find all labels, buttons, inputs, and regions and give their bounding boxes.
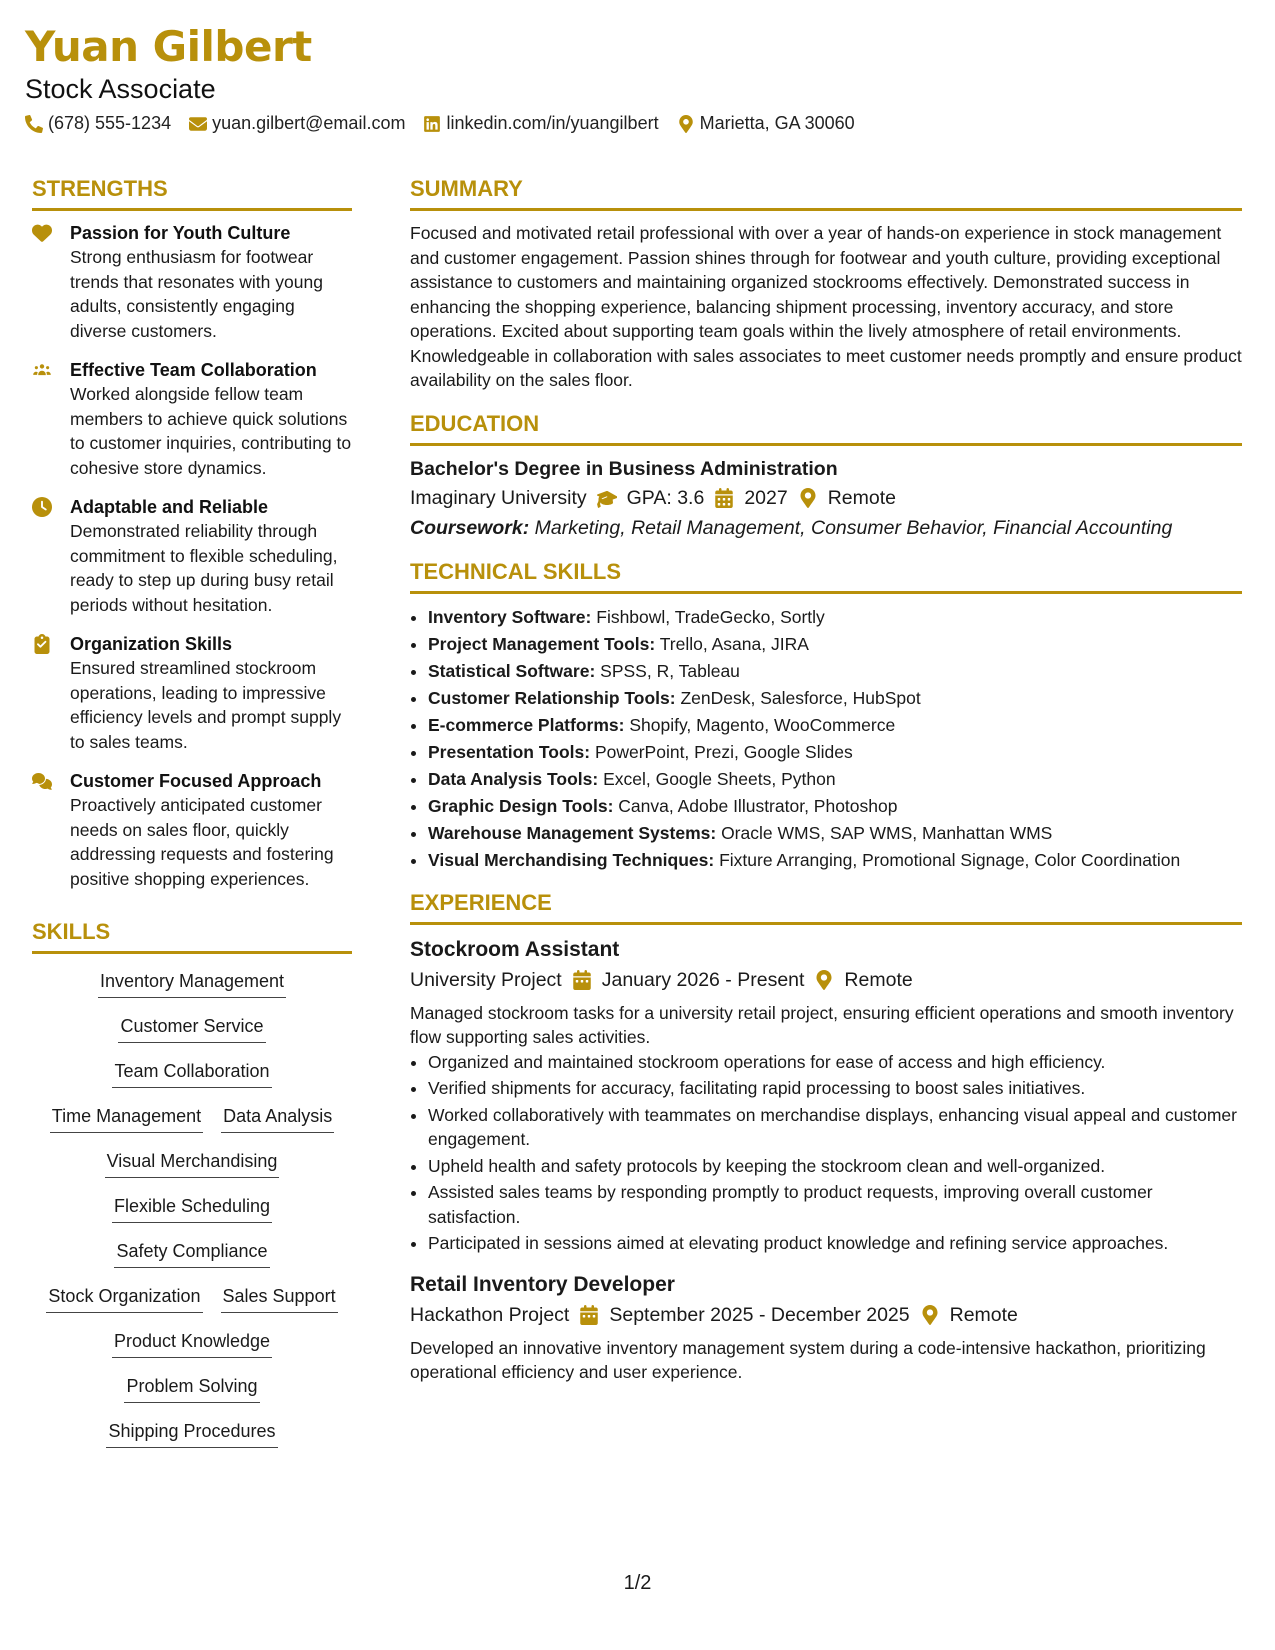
education-meta — [410, 483, 1242, 513]
contact-bar — [25, 113, 855, 134]
education-heading: EDUCATION — [410, 411, 1242, 446]
experience-heading: EXPERIENCE — [410, 890, 1242, 925]
strength-item — [32, 221, 352, 343]
list-item: • Verified shipments for accuracy, facilitating rapid processing to boost sales initiatives. — [428, 1076, 1242, 1101]
list-item: • Project Management Tools: Trello, Asana, JIRA — [428, 631, 1242, 658]
skill-tag: Sales Support — [221, 1285, 338, 1313]
summary-heading: SUMMARY — [410, 176, 1242, 211]
list-item: • E-commerce Platforms: Shopify, Magento, WooCommerce — [428, 712, 1242, 739]
list-item: • Statistical Software: SPSS, R, Tableau — [428, 658, 1242, 685]
linkedin-text: linkedin.com/in/yuangilbert — [446, 113, 659, 133]
list-item: • Worked collaboratively with teammates on merchandise displays, enhancing visual appeal and customer engagement. — [428, 1103, 1242, 1152]
skill-tag: Problem Solving — [124, 1375, 259, 1403]
skills-heading: SKILLS — [32, 919, 352, 954]
skill-tag: Shipping Procedures — [106, 1420, 277, 1448]
skill-tag: Inventory Management — [98, 970, 286, 998]
job-bullets — [410, 1050, 1242, 1256]
contact-location — [677, 113, 855, 134]
job-location: Remote — [949, 1303, 1018, 1326]
calendar-icon — [572, 970, 592, 990]
skill-tag: Data Analysis — [221, 1105, 334, 1133]
linkedin-icon — [423, 115, 441, 133]
phone-text: (678) 555-1234 — [48, 113, 172, 133]
clipboard-check-icon — [32, 634, 52, 654]
list-item: • Warehouse Management Systems: Oracle WMS, SAP WMS, Manhattan WMS — [428, 820, 1242, 847]
list-item: • Organized and maintained stockroom operations for ease of access and high efficiency. — [428, 1050, 1242, 1075]
job-meta — [410, 1300, 1242, 1330]
strength-desc: Ensured streamlined stockroom operations, leading to impressive efficiency levels and prompt supply to sales teams. — [70, 658, 342, 752]
skill-tag: Flexible Scheduling — [112, 1195, 272, 1223]
strength-item — [32, 632, 352, 754]
list-item: • Visual Merchandising Techniques: Fixture Arranging, Promotional Signage, Color Coordination — [428, 847, 1242, 874]
skill-tag: Visual Merchandising — [105, 1150, 280, 1178]
strength-desc: Proactively anticipated customer needs on sales floor, quickly addressing requests and fostering positive shopping experiences. — [70, 795, 334, 889]
map-pin-icon — [920, 1305, 940, 1325]
job-role: Retail Inventory Developer — [410, 1272, 675, 1296]
strength-title: Passion for Youth Culture — [70, 223, 291, 243]
strength-item — [32, 358, 352, 480]
skill-tag: Team Collaboration — [112, 1060, 271, 1088]
strength-item — [32, 769, 352, 891]
calendar-icon — [714, 488, 734, 508]
heart-icon — [32, 223, 52, 243]
list-item: • Data Analysis Tools: Excel, Google Sheets, Python — [428, 766, 1242, 793]
left-column — [32, 176, 352, 1465]
technical-skills-heading: TECHNICAL SKILLS — [410, 559, 1242, 594]
list-item: • Upheld health and safety protocols by keeping the stockroom clean and well-organized. — [428, 1154, 1242, 1179]
phone-icon — [25, 115, 43, 133]
skill-tag: Time Management — [50, 1105, 203, 1133]
job-entry — [410, 935, 1242, 1256]
job-dates: January 2026 - Present — [601, 968, 805, 991]
strength-desc: Strong enthusiasm for footwear trends that resonates with young adults, consistently engaging diverse customers. — [70, 247, 323, 341]
list-item: • Presentation Tools: PowerPoint, Prezi, Google Slides — [428, 739, 1242, 766]
degree-title: Bachelor's Degree in Business Administration — [410, 457, 838, 480]
coursework-label: Coursework: — [410, 516, 530, 539]
candidate-name: Yuan Gilbert — [25, 22, 312, 71]
strengths-heading: STRENGTHS — [32, 176, 352, 211]
technical-skills-list — [410, 604, 1242, 874]
skill-tag: Stock Organization — [46, 1285, 202, 1313]
job-description: Developed an innovative inventory management system during a code-intensive hackathon, prioritizing operational efficiency and user experience. — [410, 1337, 1206, 1382]
contact-linkedin[interactable] — [423, 113, 658, 134]
list-item: • Graphic Design Tools: Canva, Adobe Illustrator, Photoshop — [428, 793, 1242, 820]
skill-tag: Customer Service — [118, 1015, 265, 1043]
gpa-text: GPA: 3.6 — [626, 486, 705, 509]
summary-text: Focused and motivated retail professional with over a year of hands-on experience in stock management and customer engagement. Passion shines through for footwear and youth culture, providing exceptional assistance to customers and maintaining organized stockrooms effectively. Demonstrated success in enhancing the shopping experience, balancing shipment processing, inventory accuracy, and store operations. Excited about supporting team goals within the lively atmosphere of retail environments. Knowledgeable in collaboration with sales associates to meet customer needs promptly and ensure product availability on the sales floor. — [410, 223, 1242, 390]
envelope-icon — [189, 115, 207, 133]
skill-tag: Product Knowledge — [112, 1330, 272, 1358]
strength-title: Organization Skills — [70, 634, 233, 654]
list-item: • Participated in sessions aimed at elevating product knowledge and refining service approaches. — [428, 1231, 1242, 1256]
map-pin-icon — [677, 115, 695, 133]
location-text: Marietta, GA 30060 — [699, 113, 855, 133]
clock-icon — [32, 497, 52, 517]
strength-item — [32, 495, 352, 617]
map-pin-icon — [798, 488, 818, 508]
job-org: Hackathon Project — [410, 1303, 570, 1326]
contact-email[interactable] — [189, 113, 405, 134]
graduation-cap-icon — [597, 488, 617, 508]
list-item: • Customer Relationship Tools: ZenDesk, Salesforce, HubSpot — [428, 685, 1242, 712]
strength-desc: Demonstrated reliability through commitment to flexible scheduling, ready to step up during busy retail periods without hesitation. — [70, 521, 338, 615]
job-entry — [410, 1270, 1242, 1385]
calendar-icon — [579, 1305, 599, 1325]
list-item: • Inventory Software: Fishbowl, TradeGecko, Sortly — [428, 604, 1242, 631]
strength-desc: Worked alongside fellow team members to achieve quick solutions to customer inquiries, contributing to cohesive store dynamics. — [70, 384, 352, 478]
right-column — [410, 176, 1242, 1385]
skills-section — [32, 919, 352, 1448]
coursework — [410, 513, 1242, 543]
job-role: Stockroom Assistant — [410, 937, 620, 961]
strength-title: Customer Focused Approach — [70, 771, 322, 791]
job-meta — [410, 965, 1242, 995]
page-number: 1/2 — [623, 1572, 652, 1594]
job-dates: September 2025 - December 2025 — [609, 1303, 910, 1326]
list-item: • Assisted sales teams by responding promptly to product requests, improving overall customer satisfaction. — [428, 1180, 1242, 1229]
comments-icon — [32, 771, 52, 791]
users-icon — [32, 360, 52, 380]
contact-phone[interactable] — [25, 113, 171, 134]
coursework-list: Marketing, Retail Management, Consumer Behavior, Financial Accounting — [534, 516, 1173, 539]
job-title: Stock Associate — [25, 74, 216, 104]
school-name: Imaginary University — [410, 486, 587, 509]
job-org: University Project — [410, 968, 562, 991]
email-text: yuan.gilbert@email.com — [212, 113, 406, 133]
skill-tag: Safety Compliance — [114, 1240, 269, 1268]
graduation-year: 2027 — [744, 486, 788, 509]
strength-title: Adaptable and Reliable — [70, 497, 269, 517]
strength-title: Effective Team Collaboration — [70, 360, 317, 380]
education-location: Remote — [827, 486, 896, 509]
job-location: Remote — [844, 968, 913, 991]
map-pin-icon — [814, 970, 834, 990]
job-description: Managed stockroom tasks for a university retail project, ensuring efficient operations and smooth inventory flow supporting sales activities. — [410, 1002, 1234, 1047]
